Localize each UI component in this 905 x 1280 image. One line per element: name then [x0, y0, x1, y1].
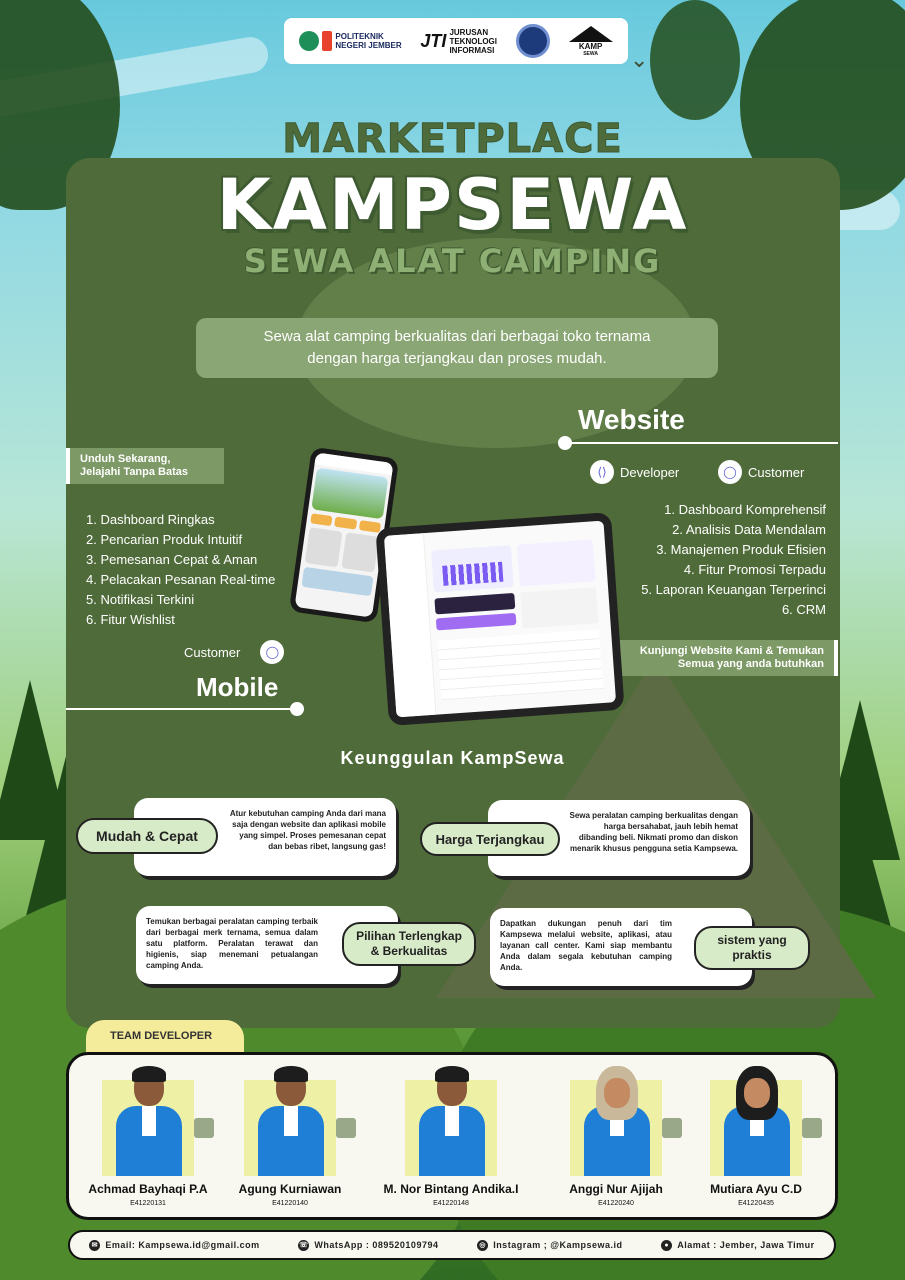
list-item: 3. Pemesanan Cepat & Aman — [86, 552, 258, 567]
advantage-text-1: Atur kebutuhan camping Anda dari mana saja dengan website dan aplikasi mobile yang simpel. Proses pemesanan cepat dan bebas ribet, langsung gas! — [229, 809, 386, 851]
jti-logo — [420, 28, 497, 55]
advantage-label-4 — [694, 926, 810, 970]
polije-mark-icon — [322, 31, 332, 51]
website-line — [566, 442, 838, 444]
footer-address-text: Alamat : Jember, Jawa Timur — [677, 1240, 815, 1250]
footer-email[interactable] — [89, 1240, 259, 1251]
contact-footer — [68, 1230, 836, 1260]
footer-address — [661, 1240, 814, 1251]
website-cta-line1: Kunjungi Website Kami & Temukan — [639, 645, 824, 657]
kamp-sub: SEWA — [583, 50, 598, 57]
code-icon: ⟨⟩ — [590, 460, 614, 484]
member-nim: E41220148 — [433, 1200, 469, 1207]
seal-icon — [516, 24, 550, 58]
footer-whatsapp-text: WhatsApp : 089520109794 — [314, 1240, 439, 1250]
mobile-cta — [66, 448, 224, 484]
footer-email-text: Email: Kampsewa.id@gmail.com — [105, 1240, 260, 1250]
member-name: Mutiara Ayu C.D — [710, 1182, 802, 1196]
avatar — [415, 1066, 487, 1176]
list-item: 6. Fitur Wishlist — [86, 612, 175, 627]
advantage-label-4-line1: sistem yang — [717, 933, 787, 947]
advantage-label-3-line2: & Berkualitas — [370, 944, 448, 958]
advantage-text-4: Dapatkan dukungan penuh dari tim Kampsewa melalui website, aplikasi, atau layanan call center. Kami siap membantu Anda dalam segala kebutuhan camping Anda. — [500, 919, 672, 972]
polije-line2: NEGERI JEMBER — [335, 41, 402, 50]
polije-logo — [299, 31, 401, 51]
list-item: 2. Analisis Data Mendalam — [672, 522, 826, 537]
advantage-label-1: Mudah & Cepat — [76, 818, 218, 854]
hero-line2: KAMPSEWA — [216, 164, 689, 246]
advantage-text-3: Temukan berbagai peralatan camping terbaik dari berbagai merk ternama, semua dalam satu platform. Peralatan terawat dan higienis, siap menemani petualangan camping Anda. — [146, 917, 318, 970]
member-nim: E41220240 — [598, 1200, 634, 1207]
list-item: 5. Notifikasi Terkini — [86, 592, 195, 607]
member-nim: E41220131 — [130, 1200, 166, 1207]
phone-banner — [311, 468, 388, 520]
list-item: 5. Laporan Keuangan Terperinci — [641, 582, 826, 597]
member-name: Achmad Bayhaqi P.A — [88, 1182, 208, 1196]
member-name: M. Nor Bintang Andika.I — [383, 1182, 519, 1196]
footer-whatsapp[interactable] — [298, 1240, 438, 1251]
tagline-line2: dengan harga terjangkau dan proses mudah. — [307, 350, 607, 367]
list-item: 6. CRM — [781, 602, 826, 617]
member-name: Agung Kurniawan — [238, 1182, 342, 1196]
list-item: 4. Fitur Promosi Terpadu — [683, 562, 826, 577]
mobile-cta-line2: Jelajahi Tanpa Batas — [80, 466, 189, 478]
avatar — [254, 1066, 326, 1176]
jti-line2: TEKNOLOGI — [449, 36, 497, 46]
website-feature-list — [616, 500, 826, 620]
jti-line3: INFORMASI — [449, 45, 495, 55]
tree-leaves — [650, 0, 740, 120]
polije-line1: POLITEKNIK — [335, 32, 384, 41]
user-icon: ◯ — [718, 460, 742, 484]
mountain-icon — [569, 26, 613, 42]
role-customer-web — [718, 460, 804, 484]
role-customer-web-label: Customer — [748, 464, 805, 480]
hero-line1: MARKETPLACE — [282, 116, 623, 162]
list-item: 1. Dashboard Komprehensif — [664, 502, 826, 517]
role-customer-mobile-label: Customer — [184, 644, 241, 660]
email-icon: ✉ — [89, 1240, 100, 1251]
whatsapp-icon: ☏ — [298, 1240, 309, 1251]
member-name: Anggi Nur Ajijah — [569, 1182, 663, 1196]
advantage-text-2: Sewa peralatan camping berkualitas dengan harga bersahabat, jauh lebih hemat dibanding beli. Nikmati promo dan diskon menarik khusus pengguna setia Kampsewa. — [569, 811, 738, 853]
advantage-label-3-line1: Pilihan Terlengkap — [356, 929, 462, 943]
list-item: 3. Manajemen Produk Efisien — [656, 542, 826, 557]
kamp-logo — [569, 26, 613, 57]
jti-mark: JTI — [420, 30, 447, 51]
member-nim: E41220435 — [738, 1200, 774, 1207]
tablet-mockup — [375, 512, 624, 726]
avatar — [112, 1066, 184, 1176]
list-item: 1. Dashboard Ringkas — [86, 512, 215, 527]
list-item: 2. Pencarian Produk Intuitif — [86, 532, 243, 547]
tablet-screen — [384, 521, 616, 718]
advantages-title: Keunggulan KampSewa — [340, 748, 565, 768]
instagram-icon: ◎ — [477, 1240, 488, 1251]
website-cta-line2: Semua yang anda butuhkan — [677, 658, 824, 670]
mobile-line-dot — [290, 702, 304, 716]
role-customer-mobile — [184, 640, 284, 664]
avatar — [720, 1066, 792, 1176]
advantage-label-3 — [342, 922, 476, 966]
tagline-line1: Sewa alat camping berkualitas dari berbagai toko ternama — [263, 328, 651, 345]
advantage-label-4-line2: praktis — [732, 948, 772, 962]
role-developer — [590, 460, 679, 484]
footer-instagram-text: Instagram ; @Kampsewa.id — [493, 1240, 623, 1250]
role-developer-label: Developer — [620, 464, 680, 480]
hero-line3: SEWA ALAT CAMPING — [243, 242, 662, 280]
member-nim: E41220140 — [272, 1200, 308, 1207]
bird-icon: ⌄ — [630, 48, 649, 73]
advantage-label-2: Harga Terjangkau — [420, 822, 560, 856]
footer-instagram[interactable] — [477, 1240, 622, 1251]
location-icon: ● — [661, 1240, 672, 1251]
jti-line1: JURUSAN — [449, 27, 489, 37]
mobile-title: Mobile — [196, 672, 279, 702]
kamp-label: KAMP — [578, 41, 603, 51]
list-item: 4. Pelacakan Pesanan Real-time — [86, 572, 276, 587]
mobile-feature-list — [86, 510, 306, 630]
tagline — [196, 318, 718, 378]
polije-emblem-icon — [299, 31, 319, 51]
avatar — [580, 1066, 652, 1176]
website-cta — [620, 640, 838, 676]
mobile-line — [66, 708, 298, 710]
mobile-cta-line1: Unduh Sekarang, — [80, 453, 171, 465]
team-title: TEAM DEVELOPER — [86, 1020, 244, 1054]
user-icon: ◯ — [260, 640, 284, 664]
logo-bar — [284, 18, 628, 64]
website-title: Website — [578, 404, 685, 435]
